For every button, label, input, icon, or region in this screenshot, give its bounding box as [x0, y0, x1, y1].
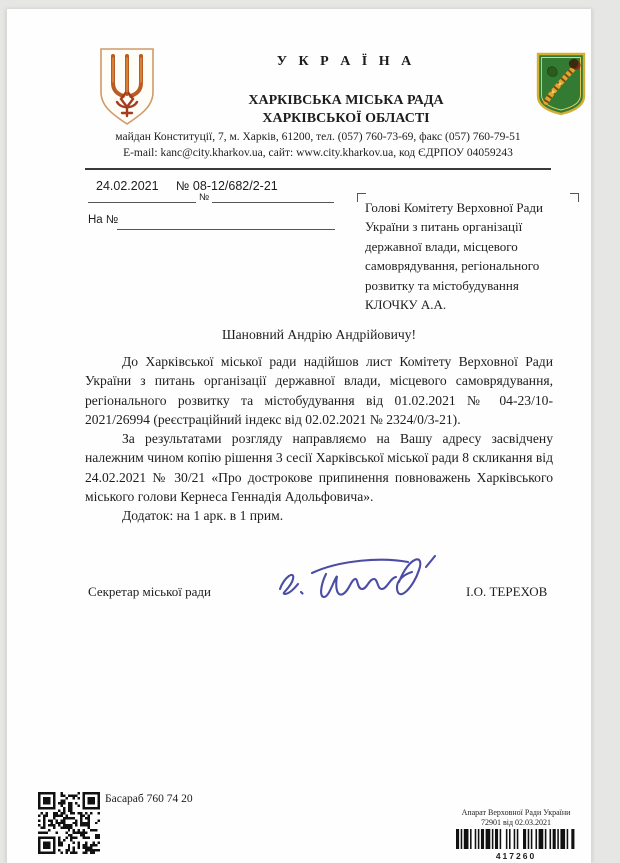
organization-name — [150, 92, 542, 128]
recipient-line: України з питань організації — [365, 219, 523, 235]
email-website-line: E-mail: kanc@city.kharkov.ua, сайт: www.city.kharkov.ua, код ЄДРПОУ 04059243 — [123, 146, 513, 159]
qr-code — [38, 792, 100, 854]
executor-phone-note: Басараб 760 74 20 — [105, 793, 193, 805]
kharkiv-coat-of-arms-icon — [536, 52, 586, 116]
contact-block — [80, 130, 556, 161]
outgoing-number: № 08-12/682/2-21 — [176, 179, 278, 193]
number-sign-label: № — [199, 192, 210, 203]
outgoing-date: 24.02.2021 — [96, 179, 159, 193]
recipient-line: державної влади, місцевого — [365, 238, 518, 254]
country-title: У К Р А Ї Н А — [276, 54, 416, 69]
letter-body — [85, 352, 553, 526]
recipient-name: КЛОЧКУ А.А. — [365, 297, 447, 313]
barcode-number: 417260 — [495, 850, 537, 861]
barcode — [456, 829, 576, 849]
stamp-registration-line: 72901 від 02.03.2021 — [480, 817, 552, 827]
date-underline — [88, 202, 196, 203]
organization-name-line1: ХАРКІВСЬКА МІСЬКА РАДА — [248, 93, 444, 108]
reply-to-number-underline — [117, 229, 335, 230]
recipient-line: розвитку та містобудування — [365, 277, 519, 293]
reply-to-number-label: На № — [88, 214, 119, 226]
letterhead — [150, 54, 542, 128]
attachment-note: Додаток: на 1 арк. в 1 прим. — [122, 508, 284, 524]
ukraine-trident-emblem-icon — [96, 46, 158, 128]
organization-name-line2: ХАРКІВСЬКОЇ ОБЛАСТІ — [262, 111, 430, 126]
stamp-office-line: Апарат Верховної Ради України — [461, 808, 571, 817]
body-paragraph-2: За результатами розгляду направляємо на Вашу адресу засвідчену належним чином копію рішення 3 сесії Харківської міської ради 8 скликання від 24.02.2021 № 30/21 «Про дострокове припинення повноважень Харківського міського голови Кернеса Геннадія Адольфовича». — [85, 431, 553, 505]
postal-address-line: майдан Конституції, 7, м. Харків, 61200, тел. (057) 760-73-69, факс (057) 760-79-51 — [115, 131, 521, 143]
salutation: Шановний Андрію Андрійовичу! — [221, 327, 417, 342]
signer-title: Секретар міської ради — [88, 584, 211, 599]
recipient-line: самоврядування, регіонального — [365, 258, 540, 274]
signer-name: І.О. ТЕРЕХОВ — [466, 584, 548, 599]
number-underline — [212, 202, 334, 203]
registration-stamp — [450, 808, 582, 861]
body-paragraph-1: До Харківської міської ради надійшов лист Комітету Верховної Ради України з питань організації державної влади, місцевого самоврядування, регіонального розвитку та містобудування від 01.02.2021 № 04-23/10-2021/26994 (реєстраційний індекс від 02.02.2021 № 2324/0/3-21). — [85, 354, 553, 427]
handwritten-signature — [268, 546, 453, 612]
recipient-address-block — [365, 198, 573, 314]
recipient-line: Голові Комітету Верховної Ради — [365, 200, 543, 215]
header-divider — [85, 168, 551, 170]
outgoing-reference — [96, 179, 278, 193]
